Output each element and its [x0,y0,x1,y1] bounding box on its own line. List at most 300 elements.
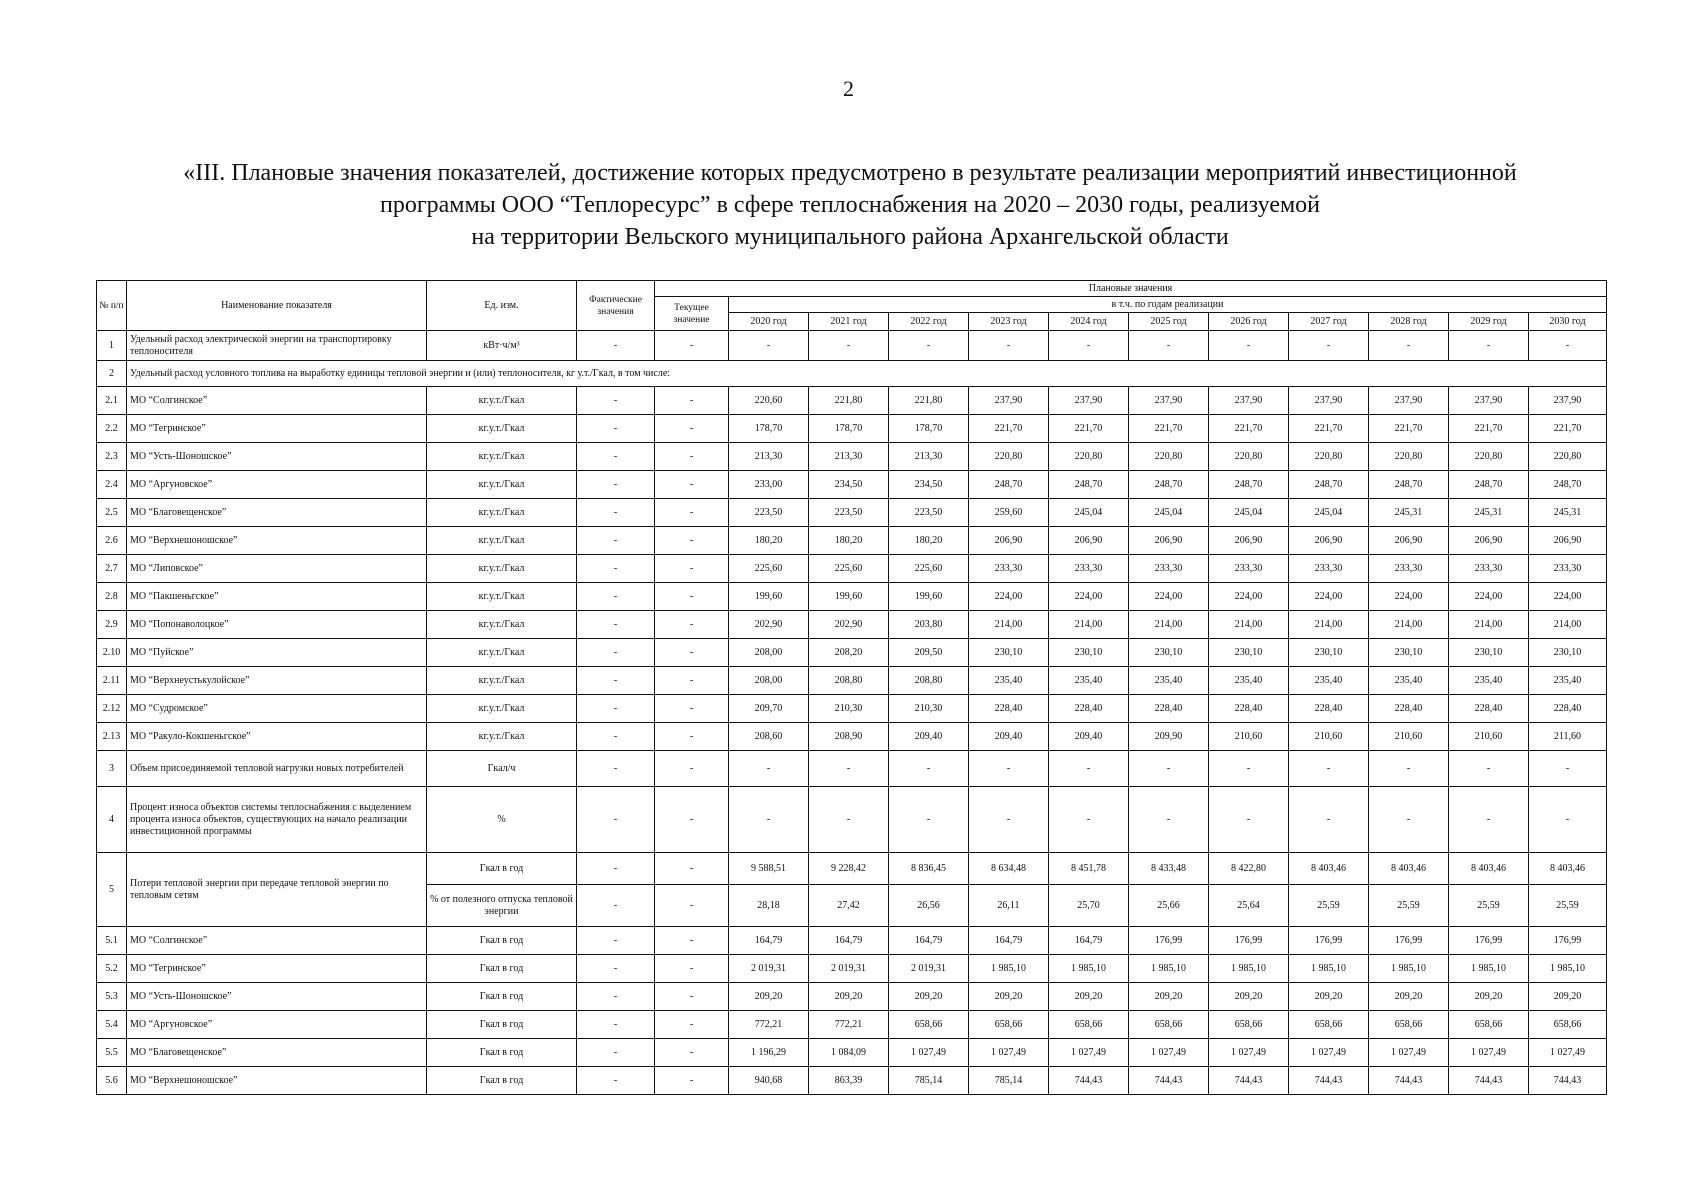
year-value: 245,04 [1129,499,1209,527]
row-number: 2.13 [97,723,127,751]
header-year: 2021 год [809,313,889,331]
year-value: - [729,751,809,787]
year-value: 224,00 [1129,583,1209,611]
year-value: 744,43 [1049,1067,1129,1095]
indicator-name: МО “Верхнеустькулойское” [127,667,427,695]
year-value: - [1289,787,1369,853]
year-value: 233,30 [969,555,1049,583]
year-value: 8 422,80 [1209,853,1289,885]
year-value: 209,20 [1289,983,1369,1011]
table-row [97,387,1607,415]
indicator-name: МО “Судромское” [127,695,427,723]
year-value: 164,79 [969,927,1049,955]
header-by-years: в т.ч. по годам реализации [729,297,1607,313]
actual-value: - [577,639,655,667]
indicator-name: МО “Усть-Шоношское” [127,983,427,1011]
year-value: - [969,751,1049,787]
year-value: 221,70 [1529,415,1607,443]
row-number: 2.4 [97,471,127,499]
year-value: 772,21 [809,1011,889,1039]
year-value: 233,30 [1529,555,1607,583]
year-value: 199,60 [729,583,809,611]
table-row [97,583,1607,611]
table-row [97,415,1607,443]
year-value: 209,40 [1049,723,1129,751]
year-value: 164,79 [729,927,809,955]
year-value: 164,79 [1049,927,1129,955]
row-number: 5.1 [97,927,127,955]
year-value: 1 985,10 [1369,955,1449,983]
actual-value: - [577,583,655,611]
year-value: 180,20 [729,527,809,555]
year-value: - [889,331,969,361]
year-value: 658,66 [1289,1011,1369,1039]
table-row [97,927,1607,955]
year-value: - [1049,751,1129,787]
year-value: 224,00 [969,583,1049,611]
year-value: 28,18 [729,885,809,927]
year-value: 221,70 [1449,415,1529,443]
year-value: 180,20 [889,527,969,555]
year-value: 772,21 [729,1011,809,1039]
year-value: 658,66 [1049,1011,1129,1039]
year-value: - [1049,331,1129,361]
indicator-name: МО “Попонаволоцкое” [127,611,427,639]
unit-cell: кг.у.т./Гкал [427,415,577,443]
year-value: 228,40 [1449,695,1529,723]
year-value: 744,43 [1289,1067,1369,1095]
row-number: 5 [97,853,127,927]
year-value: 208,00 [729,667,809,695]
year-value: 209,20 [1049,983,1129,1011]
indicator-name: МО “Верхнешоношское” [127,527,427,555]
year-value: 25,59 [1369,885,1449,927]
actual-value: - [577,527,655,555]
year-value: 176,99 [1529,927,1607,955]
year-value: 233,30 [1209,555,1289,583]
year-value: 248,70 [1529,471,1607,499]
header-year: 2026 год [1209,313,1289,331]
year-value: 223,50 [889,499,969,527]
indicator-name: МО “Благовещенское” [127,1039,427,1067]
table-row [97,695,1607,723]
current-value: - [655,583,729,611]
year-value: 1 985,10 [1049,955,1129,983]
indicator-name: МО “Солгинское” [127,387,427,415]
year-value: 1 985,10 [1289,955,1369,983]
table-row [97,443,1607,471]
year-value: 220,80 [1529,443,1607,471]
year-value: - [969,331,1049,361]
unit-cell: кг.у.т./Гкал [427,499,577,527]
unit-cell: Гкал в год [427,1039,577,1067]
year-value: 8 451,78 [1049,853,1129,885]
year-value: - [809,751,889,787]
year-value: - [1289,331,1369,361]
year-value: 248,70 [1289,471,1369,499]
unit-cell: % от полезного отпуска тепловой энергии [427,885,577,927]
year-value: 744,43 [1209,1067,1289,1095]
current-value: - [655,499,729,527]
year-value: 209,20 [969,983,1049,1011]
row-number: 2.7 [97,555,127,583]
year-value: 209,20 [729,983,809,1011]
current-value: - [655,1011,729,1039]
year-value: 25,59 [1289,885,1369,927]
header-year: 2028 год [1369,313,1449,331]
year-value: - [889,751,969,787]
current-value: - [655,983,729,1011]
current-value: - [655,527,729,555]
row-wide-label: Удельный расход условного топлива на выработку единицы тепловой энергии и (или) теплоносителя, кг у.т./Гкал, в том числе: [127,361,1607,387]
year-value: 228,40 [1289,695,1369,723]
table-row [97,361,1607,387]
actual-value: - [577,499,655,527]
table-row [97,611,1607,639]
row-number: 2.3 [97,443,127,471]
year-value: 233,30 [1129,555,1209,583]
indicator-name: Потери тепловой энергии при передаче тепловой энергии по тепловым сетям [127,853,427,927]
row-number: 2.12 [97,695,127,723]
year-value: 233,30 [1049,555,1129,583]
year-value: 237,90 [1049,387,1129,415]
unit-cell: Гкал в год [427,983,577,1011]
year-value: 245,31 [1449,499,1529,527]
year-value: 228,40 [1529,695,1607,723]
year-value: 1 027,49 [1369,1039,1449,1067]
year-value: 202,90 [809,611,889,639]
year-value: 209,90 [1129,723,1209,751]
year-value: 8 836,45 [889,853,969,885]
year-value: 199,60 [809,583,889,611]
year-value: 233,30 [1289,555,1369,583]
current-value: - [655,723,729,751]
year-value: 214,00 [1449,611,1529,639]
year-value: 26,56 [889,885,969,927]
year-value: 25,70 [1049,885,1129,927]
current-value: - [655,639,729,667]
actual-value: - [577,885,655,927]
year-value: - [1449,787,1529,853]
current-value: - [655,751,729,787]
year-value: 8 403,46 [1529,853,1607,885]
row-number: 5.3 [97,983,127,1011]
year-value: 1 027,49 [1129,1039,1209,1067]
year-value: 221,70 [1049,415,1129,443]
year-value: 213,30 [889,443,969,471]
year-value: - [1209,331,1289,361]
table-row [97,1067,1607,1095]
year-value: 237,90 [1529,387,1607,415]
year-value: 210,60 [1209,723,1289,751]
year-value: - [1529,787,1607,853]
row-number: 5.4 [97,1011,127,1039]
year-value: - [729,787,809,853]
year-value: 209,40 [889,723,969,751]
year-value: 208,60 [729,723,809,751]
year-value: 744,43 [1369,1067,1449,1095]
actual-value: - [577,443,655,471]
actual-value: - [577,1039,655,1067]
year-value: - [1129,751,1209,787]
current-value: - [655,611,729,639]
indicator-name: МО “Усть-Шоношское” [127,443,427,471]
year-value: 235,40 [969,667,1049,695]
row-number: 2.1 [97,387,127,415]
row-number: 2.8 [97,583,127,611]
year-value: 1 985,10 [969,955,1049,983]
year-value: 208,20 [809,639,889,667]
row-number: 5.2 [97,955,127,983]
year-value: - [1209,751,1289,787]
header-year: 2024 год [1049,313,1129,331]
unit-cell: кг.у.т./Гкал [427,387,577,415]
year-value: 221,80 [889,387,969,415]
year-value: 213,30 [809,443,889,471]
row-number: 2.2 [97,415,127,443]
table-row [97,751,1607,787]
header-name: Наименование показателя [127,281,427,331]
indicator-name: МО “Верхнешоношское” [127,1067,427,1095]
unit-cell: Гкал в год [427,853,577,885]
actual-value: - [577,387,655,415]
year-value: 202,90 [729,611,809,639]
year-value: - [809,331,889,361]
actual-value: - [577,1067,655,1095]
year-value: 176,99 [1209,927,1289,955]
year-value: 940,68 [729,1067,809,1095]
year-value: 220,80 [1209,443,1289,471]
year-value: 225,60 [729,555,809,583]
year-value: 209,70 [729,695,809,723]
actual-value: - [577,853,655,885]
current-value: - [655,955,729,983]
year-value: - [1129,331,1209,361]
year-value: 658,66 [1449,1011,1529,1039]
header-unit: Ед. изм. [427,281,577,331]
actual-value: - [577,751,655,787]
year-value: 234,50 [889,471,969,499]
year-value: 199,60 [889,583,969,611]
year-value: 27,42 [809,885,889,927]
year-value: 209,50 [889,639,969,667]
year-value: 248,70 [1049,471,1129,499]
year-value: 658,66 [1529,1011,1607,1039]
year-value: 206,90 [1529,527,1607,555]
unit-cell: кг.у.т./Гкал [427,471,577,499]
indicator-name: МО “Ракуло-Кокшеньгское” [127,723,427,751]
year-value: 178,70 [809,415,889,443]
year-value: 214,00 [1289,611,1369,639]
year-value: 25,64 [1209,885,1289,927]
header-year: 2029 год [1449,313,1529,331]
year-value: 211,60 [1529,723,1607,751]
year-value: 209,20 [1129,983,1209,1011]
unit-cell: Гкал/ч [427,751,577,787]
actual-value: - [577,331,655,361]
year-value: 259,60 [969,499,1049,527]
header-num: № п/п [97,281,127,331]
year-value: 235,40 [1209,667,1289,695]
year-value: 224,00 [1529,583,1607,611]
year-value: 208,80 [889,667,969,695]
table-row [97,723,1607,751]
year-value: - [809,787,889,853]
actual-value: - [577,927,655,955]
year-value: 230,10 [969,639,1049,667]
year-value: 220,80 [1449,443,1529,471]
year-value: 225,60 [889,555,969,583]
year-value: - [1449,751,1529,787]
year-value: 210,60 [1449,723,1529,751]
current-value: - [655,387,729,415]
year-value: 206,90 [969,527,1049,555]
year-value: 233,30 [1449,555,1529,583]
actual-value: - [577,555,655,583]
indicator-name: Процент износа объектов системы теплоснабжения с выделением процента износа объектов, существующих на начало реализации инвестиционной программы [127,787,427,853]
year-value: 25,59 [1529,885,1607,927]
unit-cell: % [427,787,577,853]
year-value: 9 228,42 [809,853,889,885]
year-value: 230,10 [1049,639,1129,667]
header-planned: Плановые значения [655,281,1607,297]
current-value: - [655,471,729,499]
current-value: - [655,667,729,695]
year-value: 1 027,49 [1289,1039,1369,1067]
table-row [97,1011,1607,1039]
year-value: 235,40 [1529,667,1607,695]
unit-cell: кг.у.т./Гкал [427,527,577,555]
year-value: 221,70 [1209,415,1289,443]
year-value: 230,10 [1129,639,1209,667]
indicator-name: МО “Аргуновское” [127,471,427,499]
year-value: 221,70 [1289,415,1369,443]
year-value: - [1449,331,1529,361]
year-value: 235,40 [1049,667,1129,695]
year-value: 228,40 [1049,695,1129,723]
year-value: 235,40 [1369,667,1449,695]
year-value: 8 433,48 [1129,853,1209,885]
year-value: 8 403,46 [1289,853,1369,885]
year-value: 209,20 [1449,983,1529,1011]
year-value: 1 196,29 [729,1039,809,1067]
year-value: 658,66 [1369,1011,1449,1039]
indicator-name: МО “Тегринское” [127,955,427,983]
indicator-name: МО “Солгинское” [127,927,427,955]
year-value: 235,40 [1289,667,1369,695]
year-value: 248,70 [969,471,1049,499]
indicator-name: МО “Пакшеньгское” [127,583,427,611]
year-value: 209,20 [889,983,969,1011]
unit-cell: кг.у.т./Гкал [427,695,577,723]
actual-value: - [577,723,655,751]
row-number: 2.6 [97,527,127,555]
year-value: 25,59 [1449,885,1529,927]
header-year: 2025 год [1129,313,1209,331]
row-number: 5.6 [97,1067,127,1095]
year-value: 863,39 [809,1067,889,1095]
year-value: 206,90 [1369,527,1449,555]
year-value: 223,50 [729,499,809,527]
year-value: 223,50 [809,499,889,527]
current-value: - [655,927,729,955]
row-number: 2.9 [97,611,127,639]
year-value: 237,90 [969,387,1049,415]
year-value: 245,31 [1529,499,1607,527]
year-value: 658,66 [969,1011,1049,1039]
year-value: 214,00 [1129,611,1209,639]
table-row [97,527,1607,555]
year-value: - [1529,751,1607,787]
table-row [97,787,1607,853]
year-value: 228,40 [1129,695,1209,723]
year-value: 221,70 [1369,415,1449,443]
document-title [100,157,1600,253]
year-value: 214,00 [1049,611,1129,639]
unit-cell: кВт·ч/м³ [427,331,577,361]
year-value: 235,40 [1449,667,1529,695]
year-value: 744,43 [1449,1067,1529,1095]
year-value: 220,60 [729,387,809,415]
year-value: 214,00 [1209,611,1289,639]
year-value: 209,20 [1529,983,1607,1011]
year-value: 176,99 [1129,927,1209,955]
year-value: 1 985,10 [1449,955,1529,983]
year-value: 209,40 [969,723,1049,751]
title-line: программы ООО “Теплоресурс” в сфере теплоснабжения на 2020 – 2030 годы, реализуемой [379,192,1321,218]
year-value: 785,14 [969,1067,1049,1095]
year-value: 2 019,31 [729,955,809,983]
indicator-name: МО “Тегринское” [127,415,427,443]
year-value: - [969,787,1049,853]
year-value: 230,10 [1289,639,1369,667]
indicator-name: Удельный расход электрической энергии на транспортировку теплоносителя [127,331,427,361]
actual-value: - [577,667,655,695]
unit-cell: кг.у.т./Гкал [427,667,577,695]
year-value: 1 027,49 [969,1039,1049,1067]
year-value: 2 019,31 [809,955,889,983]
table-row [97,667,1607,695]
year-value: - [1209,787,1289,853]
unit-cell: Гкал в год [427,927,577,955]
current-value: - [655,885,729,927]
year-value: 234,50 [809,471,889,499]
year-value: 8 403,46 [1449,853,1529,885]
year-value: 214,00 [1529,611,1607,639]
year-value: 2 019,31 [889,955,969,983]
title-line: на территории Вельского муниципального района Архангельской области [471,224,1229,250]
unit-cell: кг.у.т./Гкал [427,611,577,639]
year-value: 176,99 [1369,927,1449,955]
year-value: 228,40 [1209,695,1289,723]
indicator-name: Объем присоединяемой тепловой нагрузки новых потребителей [127,751,427,787]
year-value: 230,10 [1209,639,1289,667]
year-value: 245,04 [1289,499,1369,527]
table-row [97,955,1607,983]
row-number: 5.5 [97,1039,127,1067]
year-value: 220,80 [1289,443,1369,471]
header-year: 2027 год [1289,313,1369,331]
year-value: 248,70 [1209,471,1289,499]
row-number: 2 [97,361,127,387]
year-value: 214,00 [969,611,1049,639]
row-number: 4 [97,787,127,853]
unit-cell: кг.у.т./Гкал [427,583,577,611]
year-value: 209,20 [1369,983,1449,1011]
year-value: 210,60 [1289,723,1369,751]
header-current: Текущее значение [655,297,729,331]
current-value: - [655,331,729,361]
